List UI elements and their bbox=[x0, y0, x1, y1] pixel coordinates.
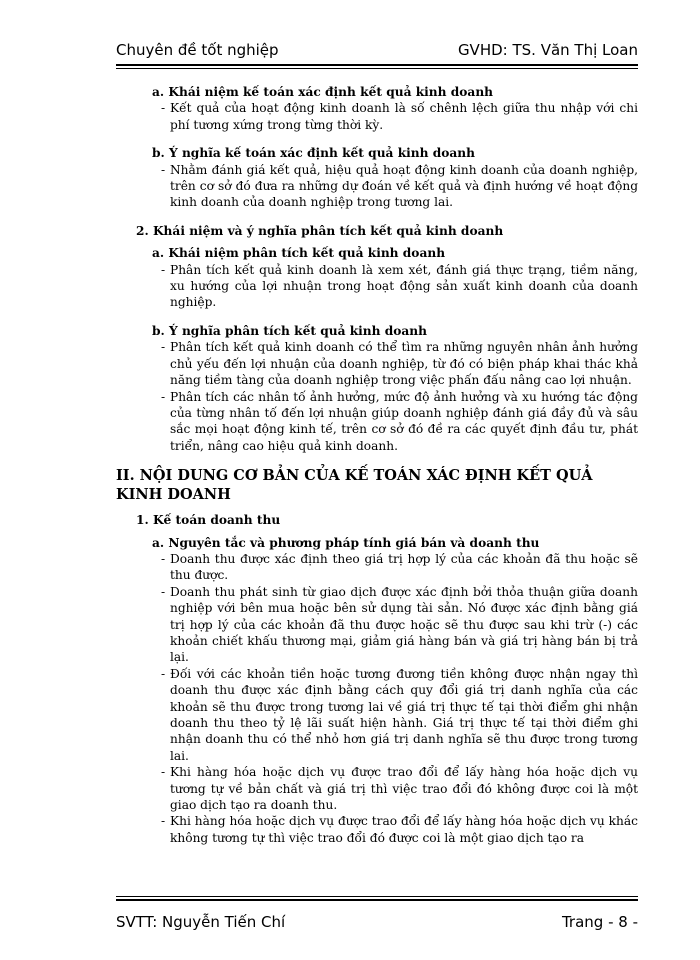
bullet-item: - Doanh thu phát sinh từ giao dịch được xác định bởi thỏa thuận giữa doanh nghiệp với bên mua hoặc bên sử dụng tài sản. Nó được xác định bằng giá trị hợp lý của các khoản đã thu được hoặc sẽ thu được sau khi trừ (-) các khoản chiết khấu thương mại, giảm giá hàng bán và giá trị hàng bán bị trả lại. bbox=[170, 584, 638, 666]
bullet-list bbox=[116, 162, 638, 211]
subsubsection-heading: a. Khái niệm kế toán xác định kết quả kinh doanh bbox=[152, 85, 494, 99]
bullet-list bbox=[116, 551, 638, 846]
subsubsection-heading: a. Khái niệm phân tích kết quả kinh doanh bbox=[152, 246, 446, 261]
header-document-title: Chuyên đề tốt nghiệp bbox=[116, 41, 279, 59]
subsubsection-heading: b. Ý nghĩa phân tích kết quả kinh doanh bbox=[152, 323, 428, 338]
page-header bbox=[116, 38, 638, 62]
bullet-item: - Khi hàng hóa hoặc dịch vụ được trao đổi để lấy hàng hóa hoặc dịch vụ khác không tương tự thì việc trao đổi đó được coi là một giao dịch tạo ra bbox=[170, 813, 638, 846]
subsubsection-heading: b. Ý nghĩa kế toán xác định kết quả kinh doanh bbox=[152, 146, 476, 161]
subsection-heading: 1. Kế toán doanh thu bbox=[136, 513, 281, 528]
header-advisor: GVHD: TS. Văn Thị Loan bbox=[457, 41, 638, 59]
bullet-item: - Đối với các khoản tiền hoặc tương đương tiền không được nhận ngay thì doanh thu được xác định bằng cách quy đổi giá trị danh nghĩa của các khoản sẽ thu được trong tương lai về giá trị thực tế tại thời điểm ghi nhận doanh thu theo tỷ lệ lãi suất hiện hành. Giá trị thực tế tại thời điểm ghi nhận doanh thu có thể nhỏ hơn giá trị danh nghĩa sẽ thu được trong tương lai. bbox=[170, 666, 638, 764]
bullet-item: - Nhằm đánh giá kết quả, hiệu quả hoạt động kinh doanh của doanh nghiệp, trên cơ sở đó đưa ra những dự đoán về kết quả và định hướng về hoạt động kinh doanh của doanh nghiệp trong tương lai. bbox=[170, 162, 638, 211]
bullet-item: - Phân tích các nhân tố ảnh hưởng, mức độ ảnh hưởng và xu hướng tác động của từng nhân tố đến lợi nhuận giúp doanh nghiệp đánh giá đầy đủ và sâu sắc mọi hoạt động kinh tế, trên cơ sở đó đề ra các quyết định đầu tư, phát triển, nâng cao hiệu quả kinh doanh. bbox=[170, 389, 638, 455]
bullet-item: - Doanh thu được xác định theo giá trị hợp lý của các khoản đã thu hoặc sẽ thu được. bbox=[170, 551, 638, 584]
bullet-list bbox=[116, 100, 638, 133]
header-rule-thin bbox=[116, 68, 638, 69]
subsubsection-heading: a. Nguyên tắc và phương pháp tính giá bán và doanh thu bbox=[152, 535, 540, 550]
bullet-list bbox=[116, 262, 638, 311]
bullet-item: - Phân tích kết quả kinh doanh có thể tìm ra những nguyên nhân ảnh hưởng chủ yếu đến lợi nhuận của doanh nghiệp, từ đó có biện pháp khai thác khả năng tiềm tàng của doanh nghiệp trong việc phấn đấu nâng cao lợi nhuận. bbox=[170, 339, 638, 388]
bullet-item: - Khi hàng hóa hoặc dịch vụ được trao đổi để lấy hàng hóa hoặc dịch vụ tương tự về bản chất và giá trị thì việc trao đổi đó không được coi là một giao dịch tạo ra doanh thu. bbox=[170, 764, 638, 813]
bullet-item: - Kết quả của hoạt động kinh doanh là số chênh lệch giữa thu nhập với chi phí tương xứng trong từng thời kỳ. bbox=[170, 100, 638, 133]
subsection-heading: 2. Khái niệm và ý nghĩa phân tích kết quả kinh doanh bbox=[136, 223, 504, 238]
footer-rule-thin bbox=[116, 896, 638, 897]
footer-rule-thick bbox=[116, 899, 638, 901]
document-body bbox=[116, 84, 638, 858]
section-heading: II. NỘI DUNG CƠ BẢN CỦA KẾ TOÁN XÁC ĐỊNH KẾT QUẢ KINH DOANH bbox=[116, 467, 593, 504]
footer-page-number: Trang - 8 - bbox=[561, 913, 638, 931]
bullet-item: - Phân tích kết quả kinh doanh là xem xét, đánh giá thực trạng, tiềm năng, xu hướng của lợi nhuận trong hoạt động sản xuất kinh doanh của doanh nghiệp. bbox=[170, 262, 638, 311]
footer-student: SVTT: Nguyễn Tiến Chí bbox=[116, 913, 286, 931]
page-footer bbox=[116, 910, 638, 934]
bullet-list bbox=[116, 339, 638, 454]
header-rule-thick bbox=[116, 64, 638, 66]
